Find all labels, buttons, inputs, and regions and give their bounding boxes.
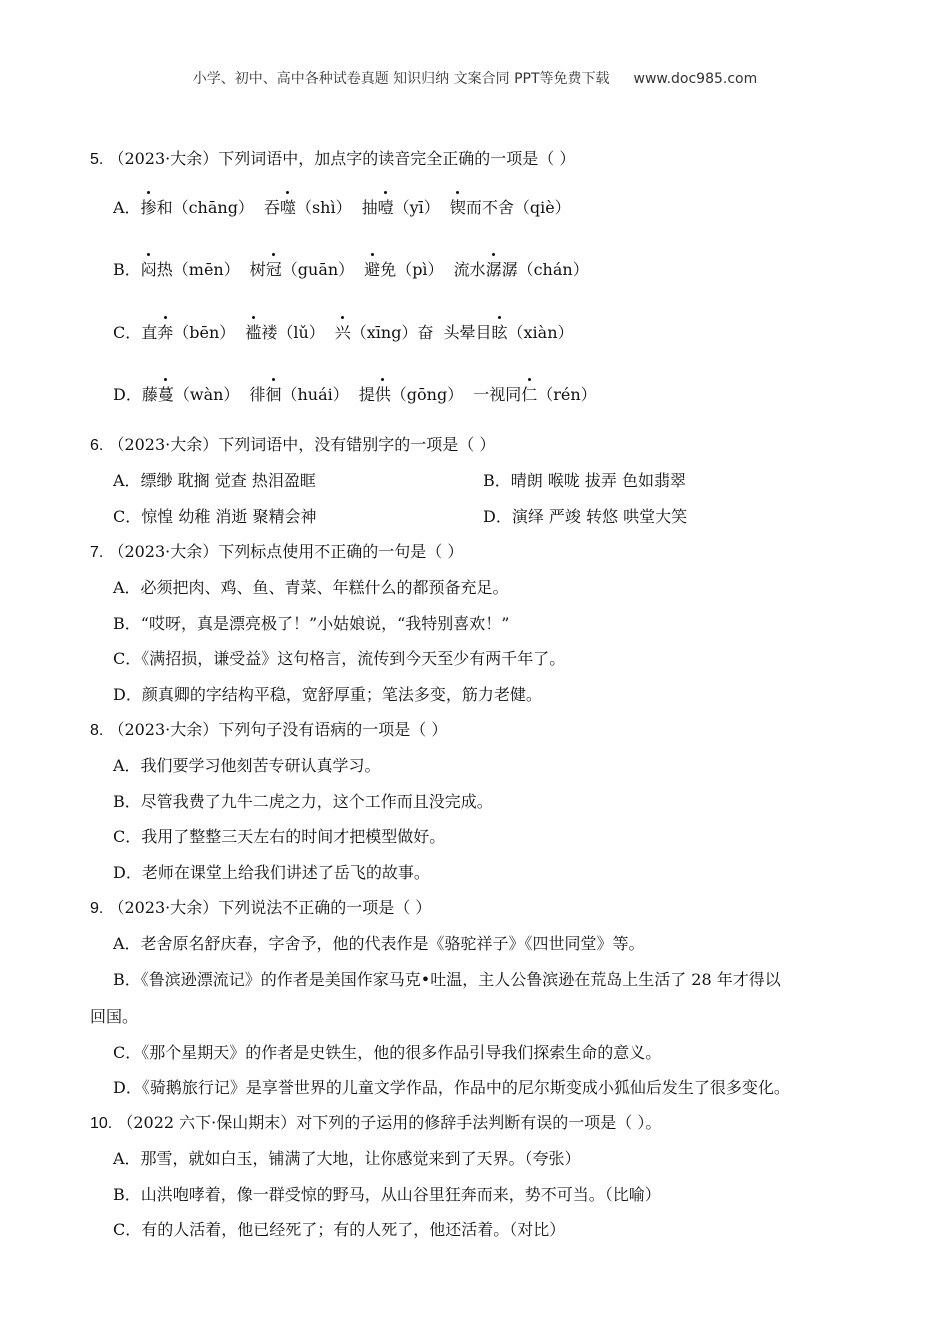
question-7-option-b: B．“哎呀，真是漂亮极了！”小姑娘说，“我特别喜欢！” bbox=[113, 614, 510, 633]
question-6-stem bbox=[90, 432, 495, 455]
question-5-option-d: D．藤蔓（wàn） 徘徊（huái） 提供（gōng） 一视同仁（rén） bbox=[113, 382, 597, 405]
question-9-option-d: D．《骑鹅旅行记》是享誉世界的儿童文学作品，作品中的尼尔斯变成小狐仙后发生了很多变化。 bbox=[113, 1078, 790, 1097]
question-8-stem bbox=[90, 717, 447, 740]
question-text: （2023·大余）下列标点使用不正确的一句是（ ） bbox=[108, 542, 464, 561]
question-10-option-a: A．那雪，就如白玉，铺满了大地，让你感觉来到了天界。（夸张） bbox=[113, 1149, 581, 1168]
question-5-option-c: C．直奔（bēn） 褴褛（lǔ） 兴（xīng）奋 头晕目眩（xiàn） bbox=[113, 320, 574, 343]
question-number: 8. bbox=[90, 722, 104, 739]
question-10-option-c: C．有的人活着，他已经死了；有的人死了，他还活着。（对比） bbox=[113, 1220, 566, 1239]
dotted-char: 闷 bbox=[141, 257, 157, 280]
question-9-option-a: A．老舍原名舒庆春，字舍予，他的代表作是《骆驼祥子》《四世同堂》等。 bbox=[113, 934, 645, 953]
question-6-option-c: C．惊惶 幼稚 消逝 聚精会神 bbox=[113, 507, 317, 526]
question-7-stem bbox=[90, 539, 463, 562]
dotted-char: 兴 bbox=[335, 320, 351, 343]
question-9-option-b: B．《鲁滨逊漂流记》的作者是美国作家马克•吐温，主人公鲁滨逊在荒岛上生活了 28 年才得以 bbox=[113, 970, 781, 989]
dotted-char: 锲 bbox=[450, 195, 466, 218]
dotted-char: 褴 bbox=[245, 320, 261, 343]
dotted-char: 奔 bbox=[157, 320, 173, 343]
dotted-char: 徊 bbox=[265, 382, 281, 405]
question-text: （2023·大余）下列词语中，加点字的读音完全正确的一项是（ ） bbox=[108, 149, 576, 168]
dotted-char: 避 bbox=[364, 257, 380, 280]
question-9-option-c: C．《那个星期天》的作者是史铁生，他的很多作品引导我们探索生命的意义。 bbox=[113, 1043, 662, 1062]
dotted-char: 掺 bbox=[141, 195, 157, 218]
question-10-option-b: B．山洪咆哮着，像一群受惊的野马，从山谷里狂奔而来，势不可当。（比喻） bbox=[113, 1185, 661, 1204]
question-8-option-a: A．我们要学习他刻苦专研认真学习。 bbox=[113, 756, 381, 775]
question-9-stem bbox=[90, 895, 431, 918]
question-8-option-c: C．我用了整整三天左右的时间才把模型做好。 bbox=[113, 827, 446, 846]
header-text: 小学、初中、高中各种试卷真题 知识归纳 文案合同 PPT等免费下载 bbox=[192, 71, 610, 87]
question-6-option-d: D．演绎 严竣 转悠 哄堂大笑 bbox=[483, 507, 688, 526]
dotted-char: 噬 bbox=[280, 195, 296, 218]
question-5-option-a: A．掺和（chāng） 吞噬（shì） 抽噎（yī） 锲而不舍（qiè） bbox=[113, 195, 571, 218]
dotted-char: 眩 bbox=[492, 320, 508, 343]
question-text: （2022 六下·保山期末）对下列的子运用的修辞手法判断有误的一项是（ ）。 bbox=[117, 1113, 662, 1132]
question-number: 7. bbox=[90, 544, 104, 561]
question-9-option-b-continued: 回国。 bbox=[90, 1007, 139, 1026]
dotted-char: 噎 bbox=[378, 195, 394, 218]
dotted-char: 冠 bbox=[266, 257, 282, 280]
question-5-option-b: B．闷热（mēn） 树冠（guān） 避免（pì） 流水潺潺（chán） bbox=[113, 257, 589, 280]
question-7-option-c: C．《满招损，谦受益》这句格言，流传到今天至少有两千年了。 bbox=[113, 649, 566, 668]
question-7-option-a: A．必须把肉、鸡、鱼、青菜、年糕什么的都预备充足。 bbox=[113, 578, 509, 597]
question-number: 9. bbox=[90, 900, 104, 917]
question-5-stem bbox=[90, 146, 575, 169]
dotted-char: 供 bbox=[375, 382, 391, 405]
question-number: 5. bbox=[90, 151, 104, 168]
question-8-option-d: D．老师在课堂上给我们讲述了岳飞的故事。 bbox=[113, 863, 430, 882]
question-8-option-b: B．尽管我费了九牛二虎之力，这个工作而且没完成。 bbox=[113, 792, 493, 811]
dotted-char: 仁 bbox=[521, 382, 537, 405]
question-6-option-a: A．缥缈 耽搁 觉查 热泪盈眶 bbox=[113, 471, 316, 490]
question-text: （2023·大余）下列词语中，没有错别字的一项是（ ） bbox=[108, 435, 496, 454]
dotted-char: 蔓 bbox=[158, 382, 174, 405]
header-url: www.doc985.com bbox=[633, 71, 758, 87]
question-number: 6. bbox=[90, 437, 104, 454]
page-header bbox=[0, 68, 950, 88]
question-text: （2023·大余）下列说法不正确的一项是（ ） bbox=[108, 898, 432, 917]
dotted-char: 潺 bbox=[486, 257, 502, 280]
question-7-option-d: D．颜真卿的字结构平稳，宽舒厚重；笔法多变，筋力老健。 bbox=[113, 685, 542, 704]
question-text: （2023·大余）下列句子没有语病的一项是（ ） bbox=[108, 720, 448, 739]
question-10-stem bbox=[90, 1110, 661, 1133]
question-number: 10. bbox=[90, 1115, 113, 1132]
question-6-option-b: B．晴朗 喉咙 拔弄 色如翡翠 bbox=[483, 471, 687, 490]
